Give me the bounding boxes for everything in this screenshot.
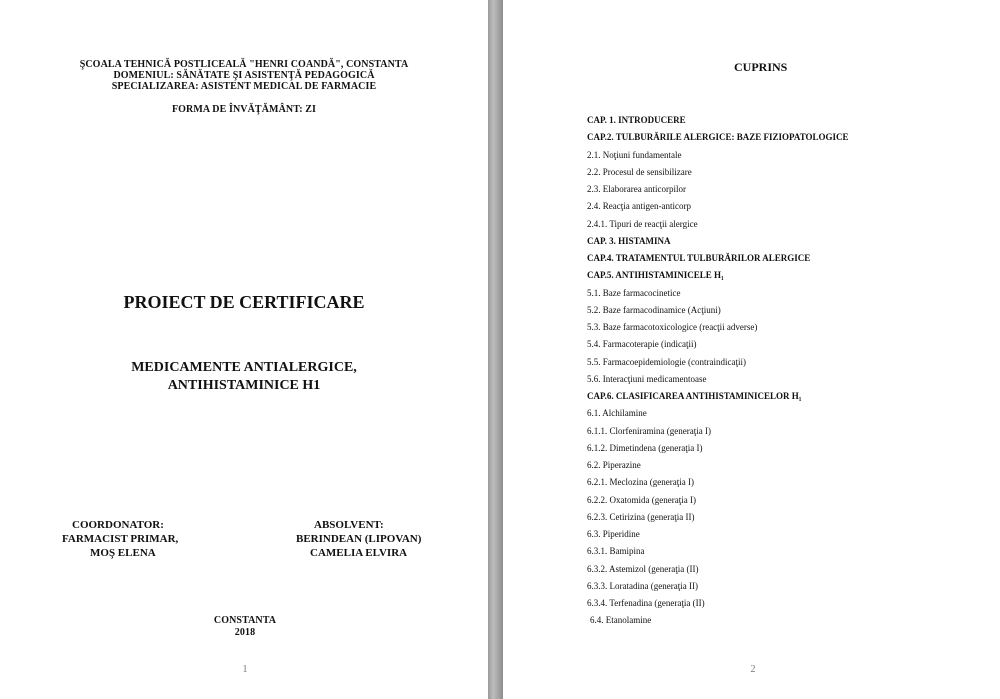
toc-entry: 6.3.3. Loratadina (generaţia II) [587,580,698,591]
toc-chapter: CAP.5. ANTIHISTAMINICELE H₁ [587,270,724,281]
toc-entry: 2.4.1. Tipuri de reacţii alergice [587,218,698,229]
toc-entry: 6.3.2. Astemizol (generaţia (II) [587,563,699,574]
toc-entry: 5.5. Farmacoepidemiologie (contraindicaţii) [587,356,746,367]
coordinator-label: COORDONATOR: [72,519,164,531]
toc-entry: 6.1.2. Dimetindena (generaţia I) [587,442,703,453]
toc-entry: 5.6. Interacţiuni medicamentoase [587,373,707,384]
page-gutter [488,0,503,699]
toc-entry: 2.4. Reacţia antigen-anticorp [587,201,691,212]
toc-entry: 6.2. Piperazine [587,460,641,470]
year: 2018 [234,627,256,638]
graduate-name-line2: CAMELIA ELVIRA [310,547,408,559]
page-number: 2 [750,664,756,675]
toc-entry: 2.3. Elaborarea anticorpilor [587,184,686,194]
toc-entry: 6.3.1. Bamipina [587,546,645,557]
toc-entry: 6.3.4. Terfenadina (generaţia (II) [587,598,705,608]
page-title: PROIECT DE CERTIFICARE [123,292,365,312]
document-page-1 [0,0,488,699]
toc-chapter: CAP.6. CLASIFICAREA ANTIHISTAMINICELOR H₁ [587,391,802,401]
education-form: FORMA DE ÎNVĂŢĂMÂNT: ZI [171,104,317,115]
toc-entry: 6.1. Alchilamine [587,408,647,419]
toc-entry: 6.2.3. Cetirizina (generaţia II) [587,511,695,522]
coordinator-title: FARMACIST PRIMAR, [62,533,179,545]
city: CONSTANTA [213,615,277,626]
project-subtitle-line1: MEDICAMENTE ANTIALERGICE, [131,360,357,375]
graduate-name-line1: BERINDEAN (LIPOVAN) [296,533,422,545]
toc-entry: 5.1. Baze farmacocinetice [587,287,681,298]
toc-entry: 6.2.1. Meclozina (generaţia I) [587,477,694,488]
page-number: 1 [242,664,248,675]
toc-entry: 5.2. Baze farmacodinamice (Acţiuni) [587,304,721,315]
toc-chapter: CAP.2. TULBURĂRILE ALERGICE: BAZE FIZIOPATOLOGICE [587,132,849,143]
coordinator-name: MOŞ ELENA [90,547,156,559]
toc-entry: 2.2. Procesul de sensibilizare [587,166,692,177]
toc-entry: 6.3. Piperidine [587,529,640,539]
toc-entry: 6.2.2. Oxatomida (generaţia I) [587,494,696,505]
project-subtitle-line2: ANTIHISTAMINICE H1 [167,378,321,393]
toc-entry: 5.4. Farmacoterapie (indicaţii) [587,339,697,350]
toc-entry: 6.4. Etanolamine [590,615,652,626]
toc-entry: 2.1. Noţiuni fundamentale [587,149,682,160]
toc-chapter: CAP.4. TRATAMENTUL TULBURĂRILOR ALERGICE [587,253,811,263]
toc-chapter: CAP. 1. INTRODUCERE [587,115,686,125]
school-name: ŞCOALA TEHNICĂ POSTLICEALĂ "HENRI COANDĂ", CONSTANTA [79,59,409,70]
domain-line: DOMENIUL: SĂNĂTATE ŞI ASISTENŢĂ PEDAGOGICĂ [113,70,375,81]
document-page-2 [503,0,1000,699]
toc-entry: 6.1.1. Clorfeniramina (generaţia I) [587,425,711,436]
specialization-line: SPECIALIZAREA: ASISTENT MEDICAL DE FARMACIE [111,81,377,92]
toc-title: CUPRINS [734,60,788,74]
graduate-label: ABSOLVENT: [314,519,384,531]
toc-entry: 5.3. Baze farmacotoxicologice (reacţii adverse) [587,322,758,332]
toc-chapter: CAP. 3. HISTAMINA [587,235,671,246]
